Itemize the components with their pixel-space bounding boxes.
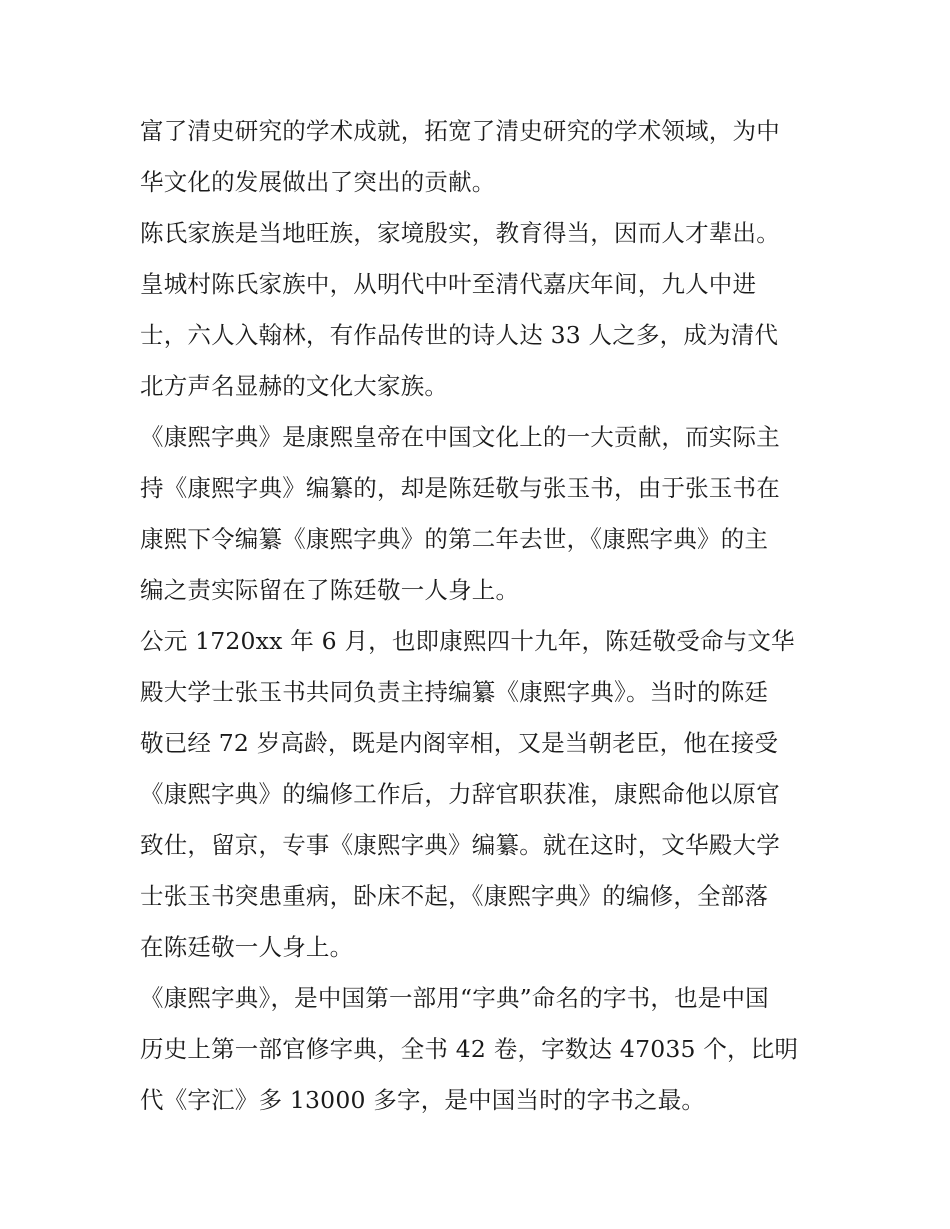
- text-line: 士张玉书突患重病，卧床不起，《康熙字典》的编修，全部落: [140, 882, 769, 910]
- text-line: 北方声名显赫的文化大家族。: [140, 372, 449, 400]
- text-line: 持《康熙字典》编纂的，却是陈廷敬与张玉书，由于张玉书在: [140, 474, 780, 502]
- text-line: 公元 1720xx 年 6 月，也即康熙四十九年，陈廷敬受命与文华: [140, 627, 795, 655]
- text-line: 历史上第一部官修字典，全书 42 卷，字数达 47035 个，比明: [140, 1035, 799, 1063]
- text-line: 《康熙字典》是康熙皇帝在中国文化上的一大贡献，而实际主: [140, 423, 780, 451]
- document-page: [140, 106, 820, 1126]
- text-line: 康熙下令编纂《康熙字典》的第二年去世，《康熙字典》的主: [140, 525, 769, 553]
- text-line: 陈氏家族是当地旺族，家境殷实，教育得当，因而人才辈出。: [140, 219, 780, 247]
- text-line: 代《字汇》多 13000 多字，是中国当时的字书之最。: [140, 1086, 706, 1114]
- text-line: 殿大学士张玉书共同负责主持编纂《康熙字典》。当时的陈廷: [140, 678, 769, 706]
- text-line: 《康熙字典》，是中国第一部用“字典”命名的字书，也是中国: [140, 984, 769, 1012]
- text-line: 敬已经 72 岁高龄，既是内阁宰相，又是当朝老臣，他在接受: [140, 729, 779, 757]
- text-line: 富了清史研究的学术成就，拓宽了清史研究的学术领域，为中: [140, 117, 780, 145]
- text-line: 华文化的发展做出了突出的贡献。: [140, 168, 496, 196]
- text-line: 在陈廷敬一人身上。: [140, 933, 354, 961]
- text-line: 皇城村陈氏家族中，从明代中叶至清代嘉庆年间，九人中进: [140, 270, 757, 298]
- text-line: 编之责实际留在了陈廷敬一人身上。: [140, 576, 520, 604]
- text-line: 士，六人入翰林，有作品传世的诗人达 33 人之多，成为清代: [140, 321, 779, 349]
- text-line: 致仕，留京，专事《康熙字典》编纂。就在这时，文华殿大学: [140, 831, 780, 859]
- text-line: 《康熙字典》的编修工作后，力辞官职获准，康熙命他以原官: [140, 780, 780, 808]
